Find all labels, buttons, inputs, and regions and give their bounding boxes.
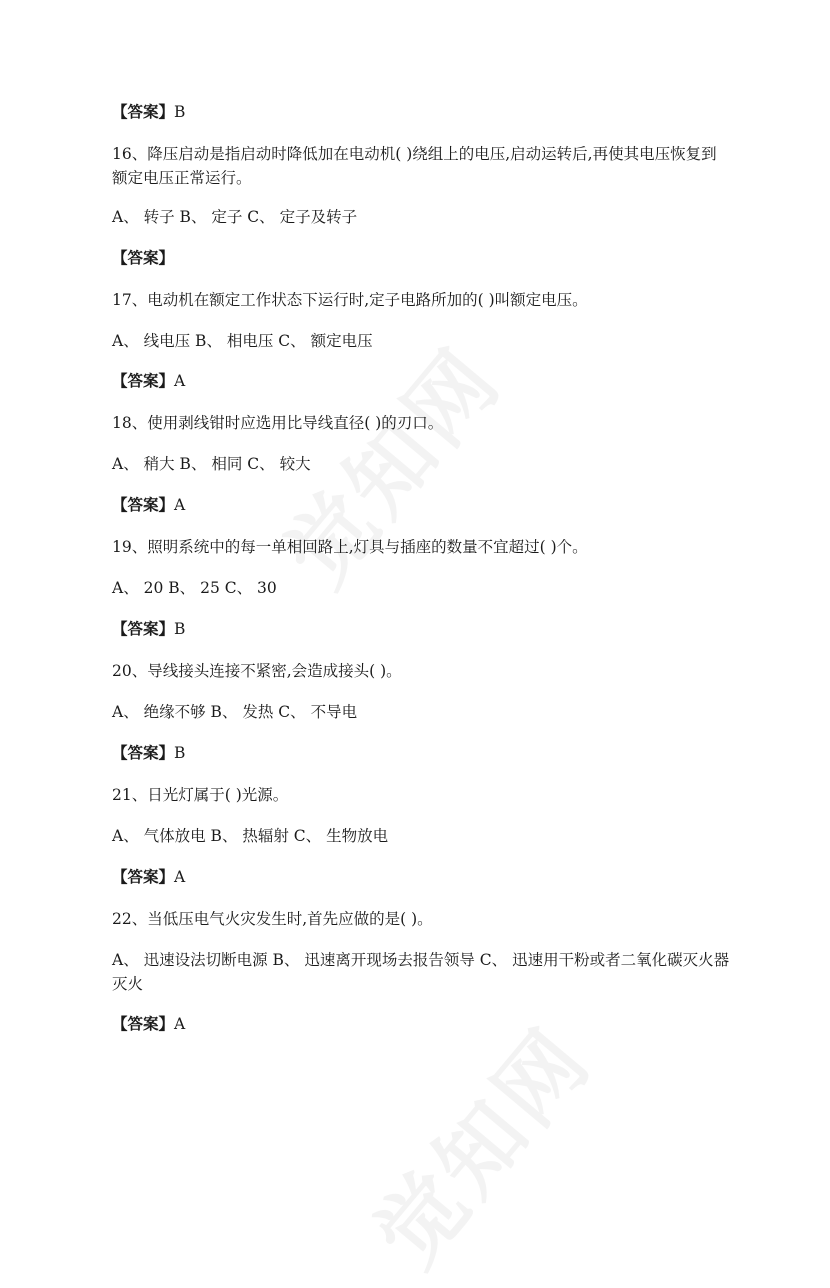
answer-value: B (174, 744, 186, 762)
answer-value: A (174, 868, 186, 886)
answer-line (112, 369, 732, 393)
answer-line (112, 1012, 732, 1036)
question-20: 20、导线接头连接不紧密,会造成接头( )。 (112, 662, 402, 680)
answer-line (112, 100, 732, 124)
question-19: 19、照明系统中的每一单相回路上,灯具与插座的数量不宜超过( )个。 (112, 538, 588, 556)
answer-label: 【答案】 (112, 744, 175, 762)
question-16: 16、降压启动是指启动时降低加在电动机( )绕组上的电压,启动运转后,再使其电压恢复到额定电压正常运行。 (112, 145, 717, 187)
answer-line (112, 617, 732, 641)
options-18: A、 稍大 B、 相同 C、 较大 (112, 455, 311, 473)
answer-label: 【答案】 (112, 496, 175, 514)
question-17: 17、电动机在额定工作状态下运行时,定子电路所加的( )叫额定电压。 (112, 291, 588, 309)
answer-line (112, 741, 732, 765)
answer-label: 【答案】 (112, 868, 175, 886)
answer-line (112, 246, 732, 270)
options-20: A、 绝缘不够 B、 发热 C、 不导电 (112, 703, 358, 721)
watermark (342, 996, 614, 1287)
options-21: A、 气体放电 B、 热辐射 C、 生物放电 (112, 827, 389, 845)
options-19: A、 20 B、 25 C、 30 (112, 579, 277, 597)
answer-value: A (174, 496, 186, 514)
options-17: A、 线电压 B、 相电压 C、 额定电压 (112, 332, 373, 350)
question-21: 21、日光灯属于( )光源。 (112, 786, 289, 804)
question-22: 22、当低压电气火灾发生时,首先应做的是( )。 (112, 910, 433, 928)
answer-value: B (174, 620, 186, 638)
answer-label: 【答案】 (112, 249, 175, 267)
answer-value: A (174, 1015, 186, 1033)
options-16: A、 转子 B、 定子 C、 定子及转子 (112, 208, 358, 226)
answer-label: 【答案】 (112, 1015, 175, 1033)
options-22: A、 迅速设法切断电源 B、 迅速离开现场去报告领导 C、 迅速用干粉或者二氧化碳灭火器灭火 (112, 951, 730, 993)
answer-label: 【答案】 (112, 372, 175, 390)
answer-value: B (174, 103, 186, 121)
answer-value: A (174, 372, 186, 390)
answer-line (112, 493, 732, 517)
answer-label: 【答案】 (112, 620, 175, 638)
question-18: 18、使用剥线钳时应选用比导线直径( )的刃口。 (112, 414, 444, 432)
answer-line (112, 865, 732, 889)
answer-label: 【答案】 (112, 103, 175, 121)
